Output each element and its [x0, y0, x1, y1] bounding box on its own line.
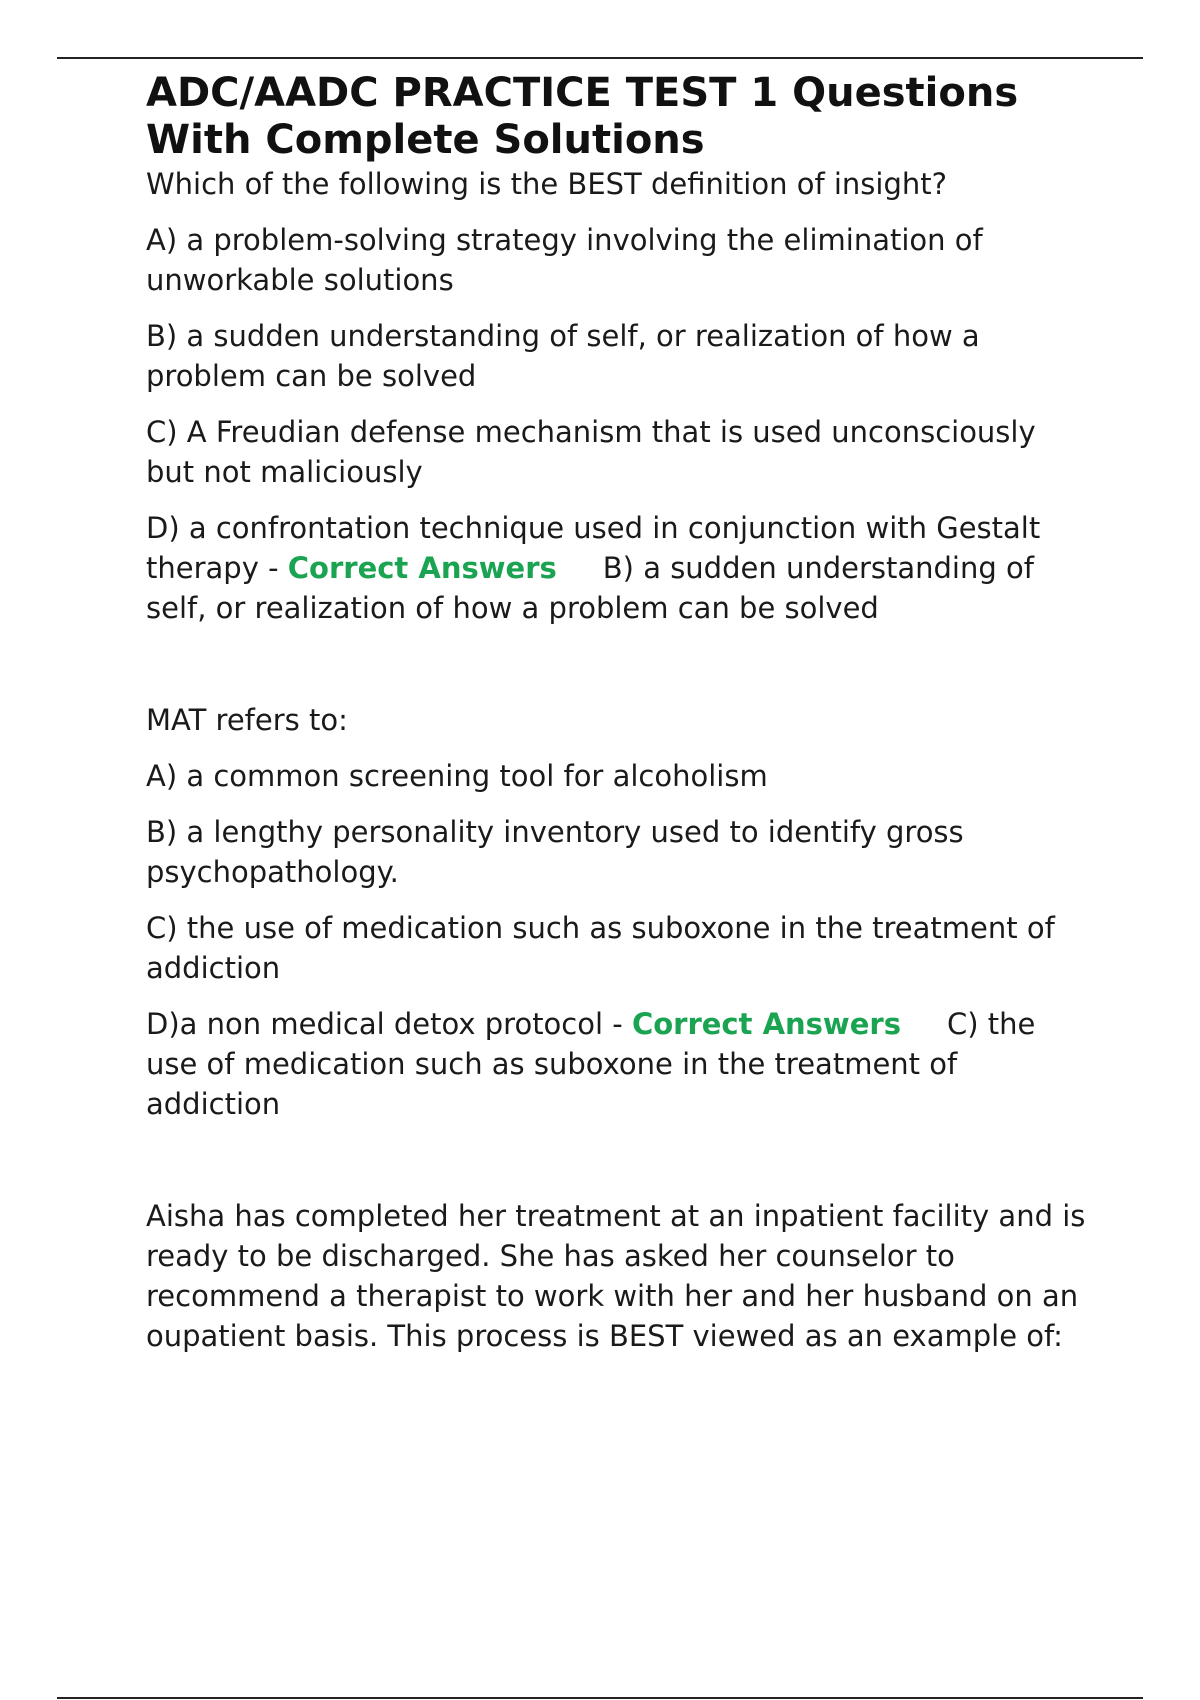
document-title: ADC/AADC PRACTICE TEST 1 Questions With Complete Solutions: [146, 70, 1019, 163]
option-d-with-answer: [146, 508, 1086, 628]
option-a: A) a common screening tool for alcoholism: [146, 759, 768, 793]
question-stem: MAT refers to:: [146, 703, 348, 737]
option-c: C) A Freudian defense mechanism that is used unconsciously but not maliciously: [146, 415, 1036, 489]
question-1: [146, 164, 1086, 628]
footer-rule: [57, 1697, 1143, 1699]
question-3: [146, 1196, 1086, 1356]
question-stem: Aisha has completed her treatment at an inpatient facility and is ready to be discharged. She has asked her counselor to recommend a therapist to work with her and her husband on an oupatient basis. This process is BEST viewed as an example of:: [146, 1199, 1086, 1353]
option-d: D)a non medical detox protocol -: [146, 1007, 623, 1041]
option-b: B) a sudden understanding of self, or realization of how a problem can be solved: [146, 319, 980, 393]
question-2: [146, 700, 1086, 1124]
question-stem: Which of the following is the BEST definition of insight?: [146, 167, 948, 201]
answer-text: B) a sudden understanding of self, or realization of how a problem can be solved: [146, 551, 1034, 625]
document-body: [146, 70, 1086, 1356]
option-c: C) the use of medication such as suboxone in the treatment of addiction: [146, 911, 1055, 985]
option-d-with-answer: [146, 1004, 1086, 1124]
answer-text: C) the use of medication such as suboxone in the treatment of addiction: [146, 1007, 1036, 1121]
correct-answers-label: Correct Answers: [287, 551, 557, 585]
option-b: B) a lengthy personality inventory used to identify gross psychopathology.: [146, 815, 964, 889]
option-a: A) a problem-solving strategy involving the elimination of unworkable solutions: [146, 223, 983, 297]
header-rule: [57, 57, 1143, 59]
option-d: D) a confrontation technique used in conjunction with Gestalt therapy -: [146, 511, 1041, 585]
correct-answers-label: Correct Answers: [631, 1007, 901, 1041]
